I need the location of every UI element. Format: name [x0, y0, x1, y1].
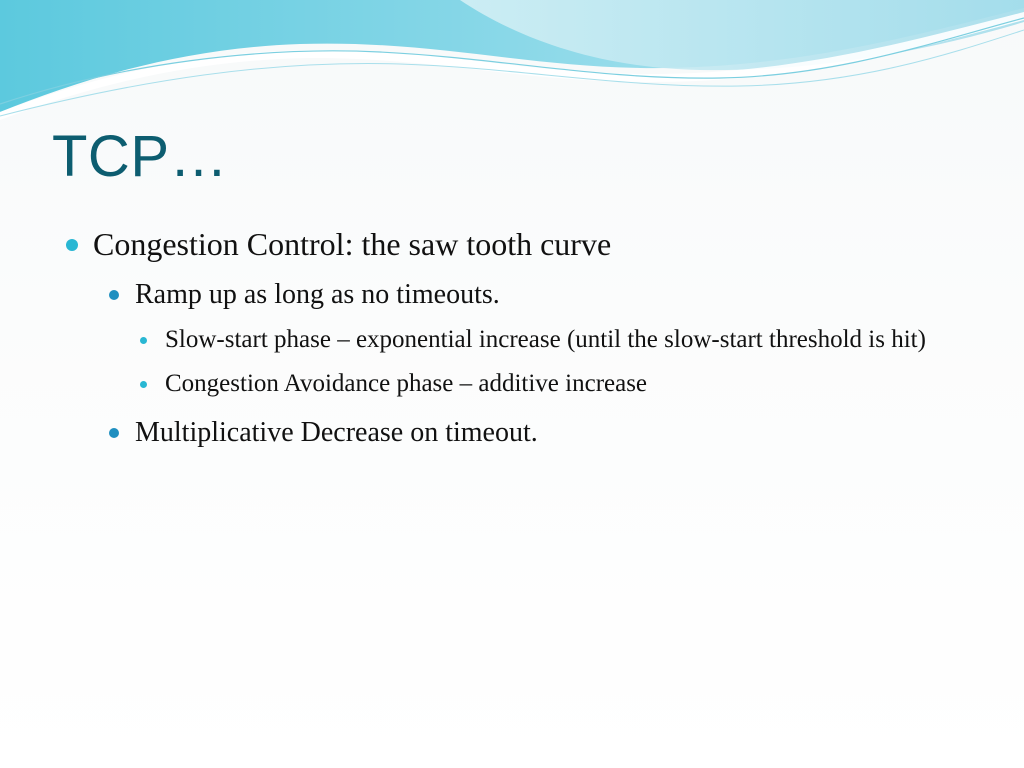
- bullet-list: [0, 222, 1024, 452]
- bullet-item-ramp-up: [135, 276, 1024, 314]
- bullet-dot-icon: [140, 381, 147, 388]
- bullet-item-multiplicative-decrease: [135, 414, 1024, 452]
- header-wave-decoration: [0, 0, 1024, 130]
- bullet-dot-icon: [109, 290, 119, 300]
- bullet-item-congestion-avoidance: [165, 366, 955, 402]
- bullet-dot-icon: [109, 428, 119, 438]
- slide-title: TCP…: [52, 124, 228, 189]
- bullet-dot-icon: [140, 337, 147, 344]
- bullet-item-slow-start: [165, 322, 955, 358]
- bullet-text: Multiplicative Decrease on timeout.: [135, 417, 538, 448]
- slide-content: [0, 222, 1024, 452]
- bullet-text: Congestion Avoidance phase – additive increase: [165, 370, 648, 397]
- bullet-text: Congestion Control: the saw tooth curve: [93, 226, 612, 262]
- bullet-dot-icon: [66, 239, 78, 251]
- bullet-item-congestion-control: [93, 222, 1024, 266]
- bullet-text: Ramp up as long as no timeouts.: [135, 279, 500, 310]
- bullet-text: Slow-start phase – exponential increase (until the slow-start threshold is hit): [165, 326, 926, 353]
